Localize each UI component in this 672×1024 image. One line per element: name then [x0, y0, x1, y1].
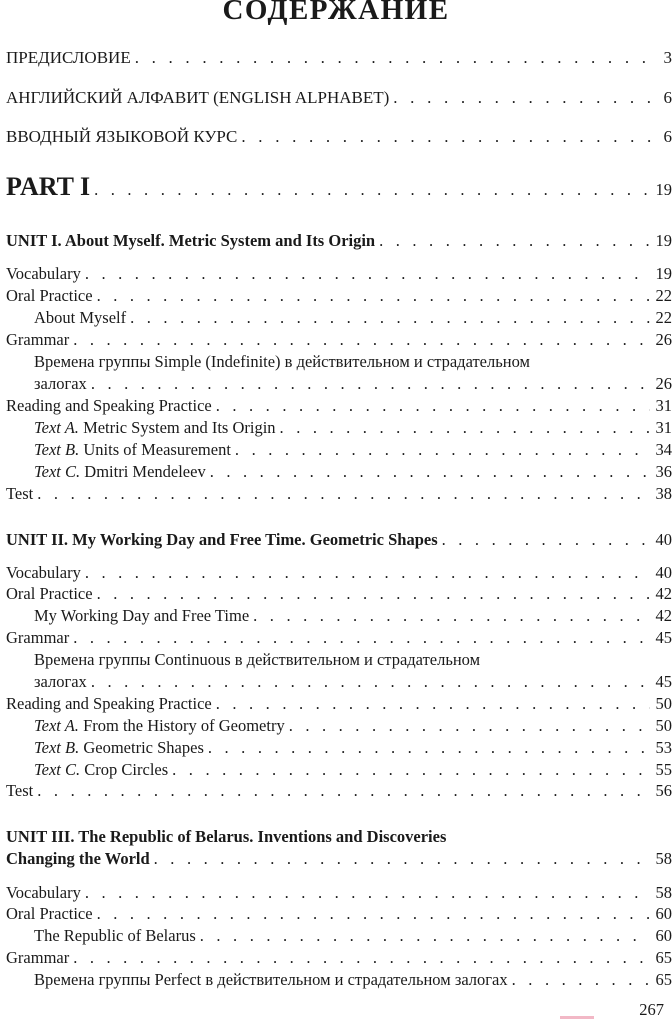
entry-label: Oral Practice [6, 584, 93, 603]
toc-entry-part-1[interactable] [6, 172, 672, 202]
leader-dots [208, 738, 650, 758]
page-ref: 19 [655, 264, 672, 283]
toc-entry-vocabulary[interactable] [6, 563, 672, 583]
toc-entry-grammar[interactable] [6, 628, 672, 648]
text-label: Text B. [34, 738, 80, 757]
page-ref: 3 [663, 48, 672, 67]
leader-dots [85, 563, 650, 583]
leader-dots [280, 418, 650, 438]
toc-entry-grammar-sub[interactable] [34, 374, 672, 394]
leader-dots [442, 530, 650, 550]
entry-label: Test [6, 484, 34, 503]
toc-entry-preface[interactable] [6, 48, 672, 68]
toc-unit-3[interactable] [6, 849, 672, 869]
leader-dots [85, 883, 650, 903]
text-title: Geometric Shapes [79, 738, 204, 757]
page-ref: 50 [655, 694, 672, 713]
page-ref: 40 [655, 530, 672, 549]
page-ref: 31 [655, 396, 672, 415]
toc-entry-text-a[interactable] [34, 716, 672, 736]
page-ref: 26 [655, 330, 672, 349]
toc-entry-oral-practice[interactable] [6, 904, 672, 924]
leader-dots [85, 264, 650, 284]
leader-dots [216, 396, 650, 416]
text-title: Dmitri Mendeleev [80, 462, 206, 481]
toc-entry-oral-sub[interactable] [34, 308, 672, 328]
leader-dots [210, 462, 650, 482]
entry-label [34, 462, 206, 482]
toc-entry-grammar[interactable] [6, 330, 672, 350]
entry-label: Grammar [6, 628, 70, 647]
page-title: СОДЕРЖАНИЕ [222, 0, 450, 26]
leader-dots [289, 716, 650, 736]
entry-label: Test [6, 781, 34, 800]
leader-dots [97, 286, 650, 306]
unit-3-title-line1[interactable]: UNIT III. The Republic of Belarus. Inventions and Discoveries [6, 827, 447, 846]
page-ref: 45 [655, 672, 672, 691]
leader-dots [241, 127, 657, 147]
toc-entry-grammar[interactable] [6, 948, 672, 968]
leader-dots [97, 904, 650, 924]
leader-dots [216, 694, 650, 714]
leader-dots [512, 970, 650, 990]
entry-label: залогах [34, 374, 87, 393]
page-ref: 50 [655, 716, 672, 735]
page-ref: 42 [655, 584, 672, 603]
leader-dots [91, 672, 650, 692]
leader-dots [172, 760, 649, 780]
entry-label: My Working Day and Free Time [34, 606, 250, 625]
text-label: Text A. [34, 418, 79, 437]
page-ref: 22 [655, 286, 672, 305]
page-ref: 53 [655, 738, 672, 757]
toc-entry-reading[interactable] [6, 694, 672, 714]
leader-dots [154, 849, 650, 869]
leader-dots [379, 231, 649, 251]
entry-label: The Republic of Belarus [34, 926, 196, 945]
leader-dots [253, 606, 649, 626]
entry-label: Reading and Speaking Practice [6, 694, 212, 713]
page-ref: 56 [655, 781, 672, 800]
leader-dots [94, 180, 649, 200]
leader-dots [91, 374, 650, 394]
unit-title: Changing the World [6, 849, 150, 868]
toc-entry-text-c[interactable] [34, 760, 672, 780]
toc-unit-1[interactable] [6, 231, 672, 251]
toc-entry-oral-practice[interactable] [6, 286, 672, 306]
page-ref: 65 [655, 948, 672, 967]
toc-entry-oral-sub[interactable] [34, 926, 672, 946]
unit-title: UNIT II. My Working Day and Free Time. Geometric Shapes [6, 530, 438, 549]
entry-label: About Myself [34, 308, 127, 327]
page-ref: 19 [655, 231, 672, 250]
entry-label: АНГЛИЙСКИЙ АЛФАВИТ (ENGLISH ALPHABET) [6, 88, 390, 107]
toc-entry-text-b[interactable] [34, 440, 672, 460]
toc-entry-text-b[interactable] [34, 738, 672, 758]
page-ref: 38 [655, 484, 672, 503]
scan-mark [560, 1016, 594, 1019]
page-ref: 60 [655, 904, 672, 923]
toc-entry-grammar-sub[interactable] [34, 672, 672, 692]
toc-entry-oral-practice[interactable] [6, 584, 672, 604]
page-number: 267 [639, 1000, 664, 1019]
entry-label: Vocabulary [6, 264, 81, 283]
page-ref: 6 [663, 88, 672, 107]
entry-label [34, 440, 231, 460]
toc-entry-text-c[interactable] [34, 462, 672, 482]
leader-dots [135, 48, 658, 68]
entry-label: ВВОДНЫЙ ЯЗЫКОВОЙ КУРС [6, 127, 238, 146]
entry-label: Grammar [6, 948, 70, 967]
page-ref: 6 [663, 127, 672, 146]
entry-label: залогах [34, 672, 87, 691]
page-ref: 55 [655, 760, 672, 779]
page-ref: 36 [655, 462, 672, 481]
leader-dots [73, 330, 649, 350]
leader-dots [200, 926, 650, 946]
text-label: Text C. [34, 760, 81, 779]
leader-dots [97, 584, 650, 604]
toc-entry-grammar-sub[interactable] [34, 970, 672, 990]
entry-label [34, 716, 285, 736]
toc-entry-test[interactable] [6, 781, 672, 801]
text-title: Crop Circles [80, 760, 169, 779]
leader-dots [37, 781, 649, 801]
text-title: Units of Measurement [79, 440, 231, 459]
leader-dots [37, 484, 649, 504]
page-ref: 40 [655, 563, 672, 582]
toc-entry-intro-course[interactable] [6, 127, 672, 147]
page-ref: 65 [655, 970, 672, 989]
leader-dots [393, 88, 657, 108]
leader-dots [73, 628, 649, 648]
page-ref: 58 [655, 883, 672, 902]
entry-label: Vocabulary [6, 563, 81, 582]
page-ref: 19 [655, 180, 672, 199]
text-label: Text C. [34, 462, 81, 481]
page-ref: 60 [655, 926, 672, 945]
text-title: From the History of Geometry [78, 716, 285, 735]
toc-entry-test[interactable] [6, 484, 672, 504]
text-title: Metric System and Its Origin [78, 418, 276, 437]
toc-entry-reading[interactable] [6, 396, 672, 416]
page-ref: 34 [655, 440, 672, 459]
entry-label: Grammar [6, 330, 70, 349]
toc-entry-vocabulary[interactable] [6, 883, 672, 903]
entry-label: Oral Practice [6, 286, 93, 305]
text-label: Text A. [34, 716, 79, 735]
page-ref: 45 [655, 628, 672, 647]
page-ref: 26 [655, 374, 672, 393]
toc-entry-oral-sub[interactable] [34, 606, 672, 626]
leader-dots [235, 440, 650, 460]
toc-entry-text-a[interactable] [34, 418, 672, 438]
entry-label [34, 738, 204, 758]
entry-label: Vocabulary [6, 883, 81, 902]
entry-label [34, 418, 276, 438]
page-ref: 58 [655, 849, 672, 868]
leader-dots [130, 308, 649, 328]
leader-dots [73, 948, 649, 968]
toc-unit-2[interactable] [6, 530, 672, 550]
text-label: Text B. [34, 440, 80, 459]
entry-label [34, 760, 168, 780]
page-ref: 42 [655, 606, 672, 625]
page-ref: 22 [655, 308, 672, 327]
page-ref: 31 [655, 418, 672, 437]
unit-title: UNIT I. About Myself. Metric System and Its Origin [6, 231, 376, 250]
entry-label: Reading and Speaking Practice [6, 396, 212, 415]
grammar-sub-line1[interactable]: Времена группы Simple (Indefinite) в действительном и страдательном [34, 352, 530, 371]
part-heading: PART I [6, 172, 91, 201]
grammar-sub-line1[interactable]: Времена группы Continuous в действительном и страдательном [34, 650, 481, 669]
entry-label: Времена группы Perfect в действительном и страдательном залогах [34, 970, 508, 989]
entry-label: ПРЕДИСЛОВИЕ [6, 48, 131, 67]
entry-label: Oral Practice [6, 904, 93, 923]
toc-entry-alphabet[interactable] [6, 88, 672, 108]
toc-entry-vocabulary[interactable] [6, 264, 672, 284]
